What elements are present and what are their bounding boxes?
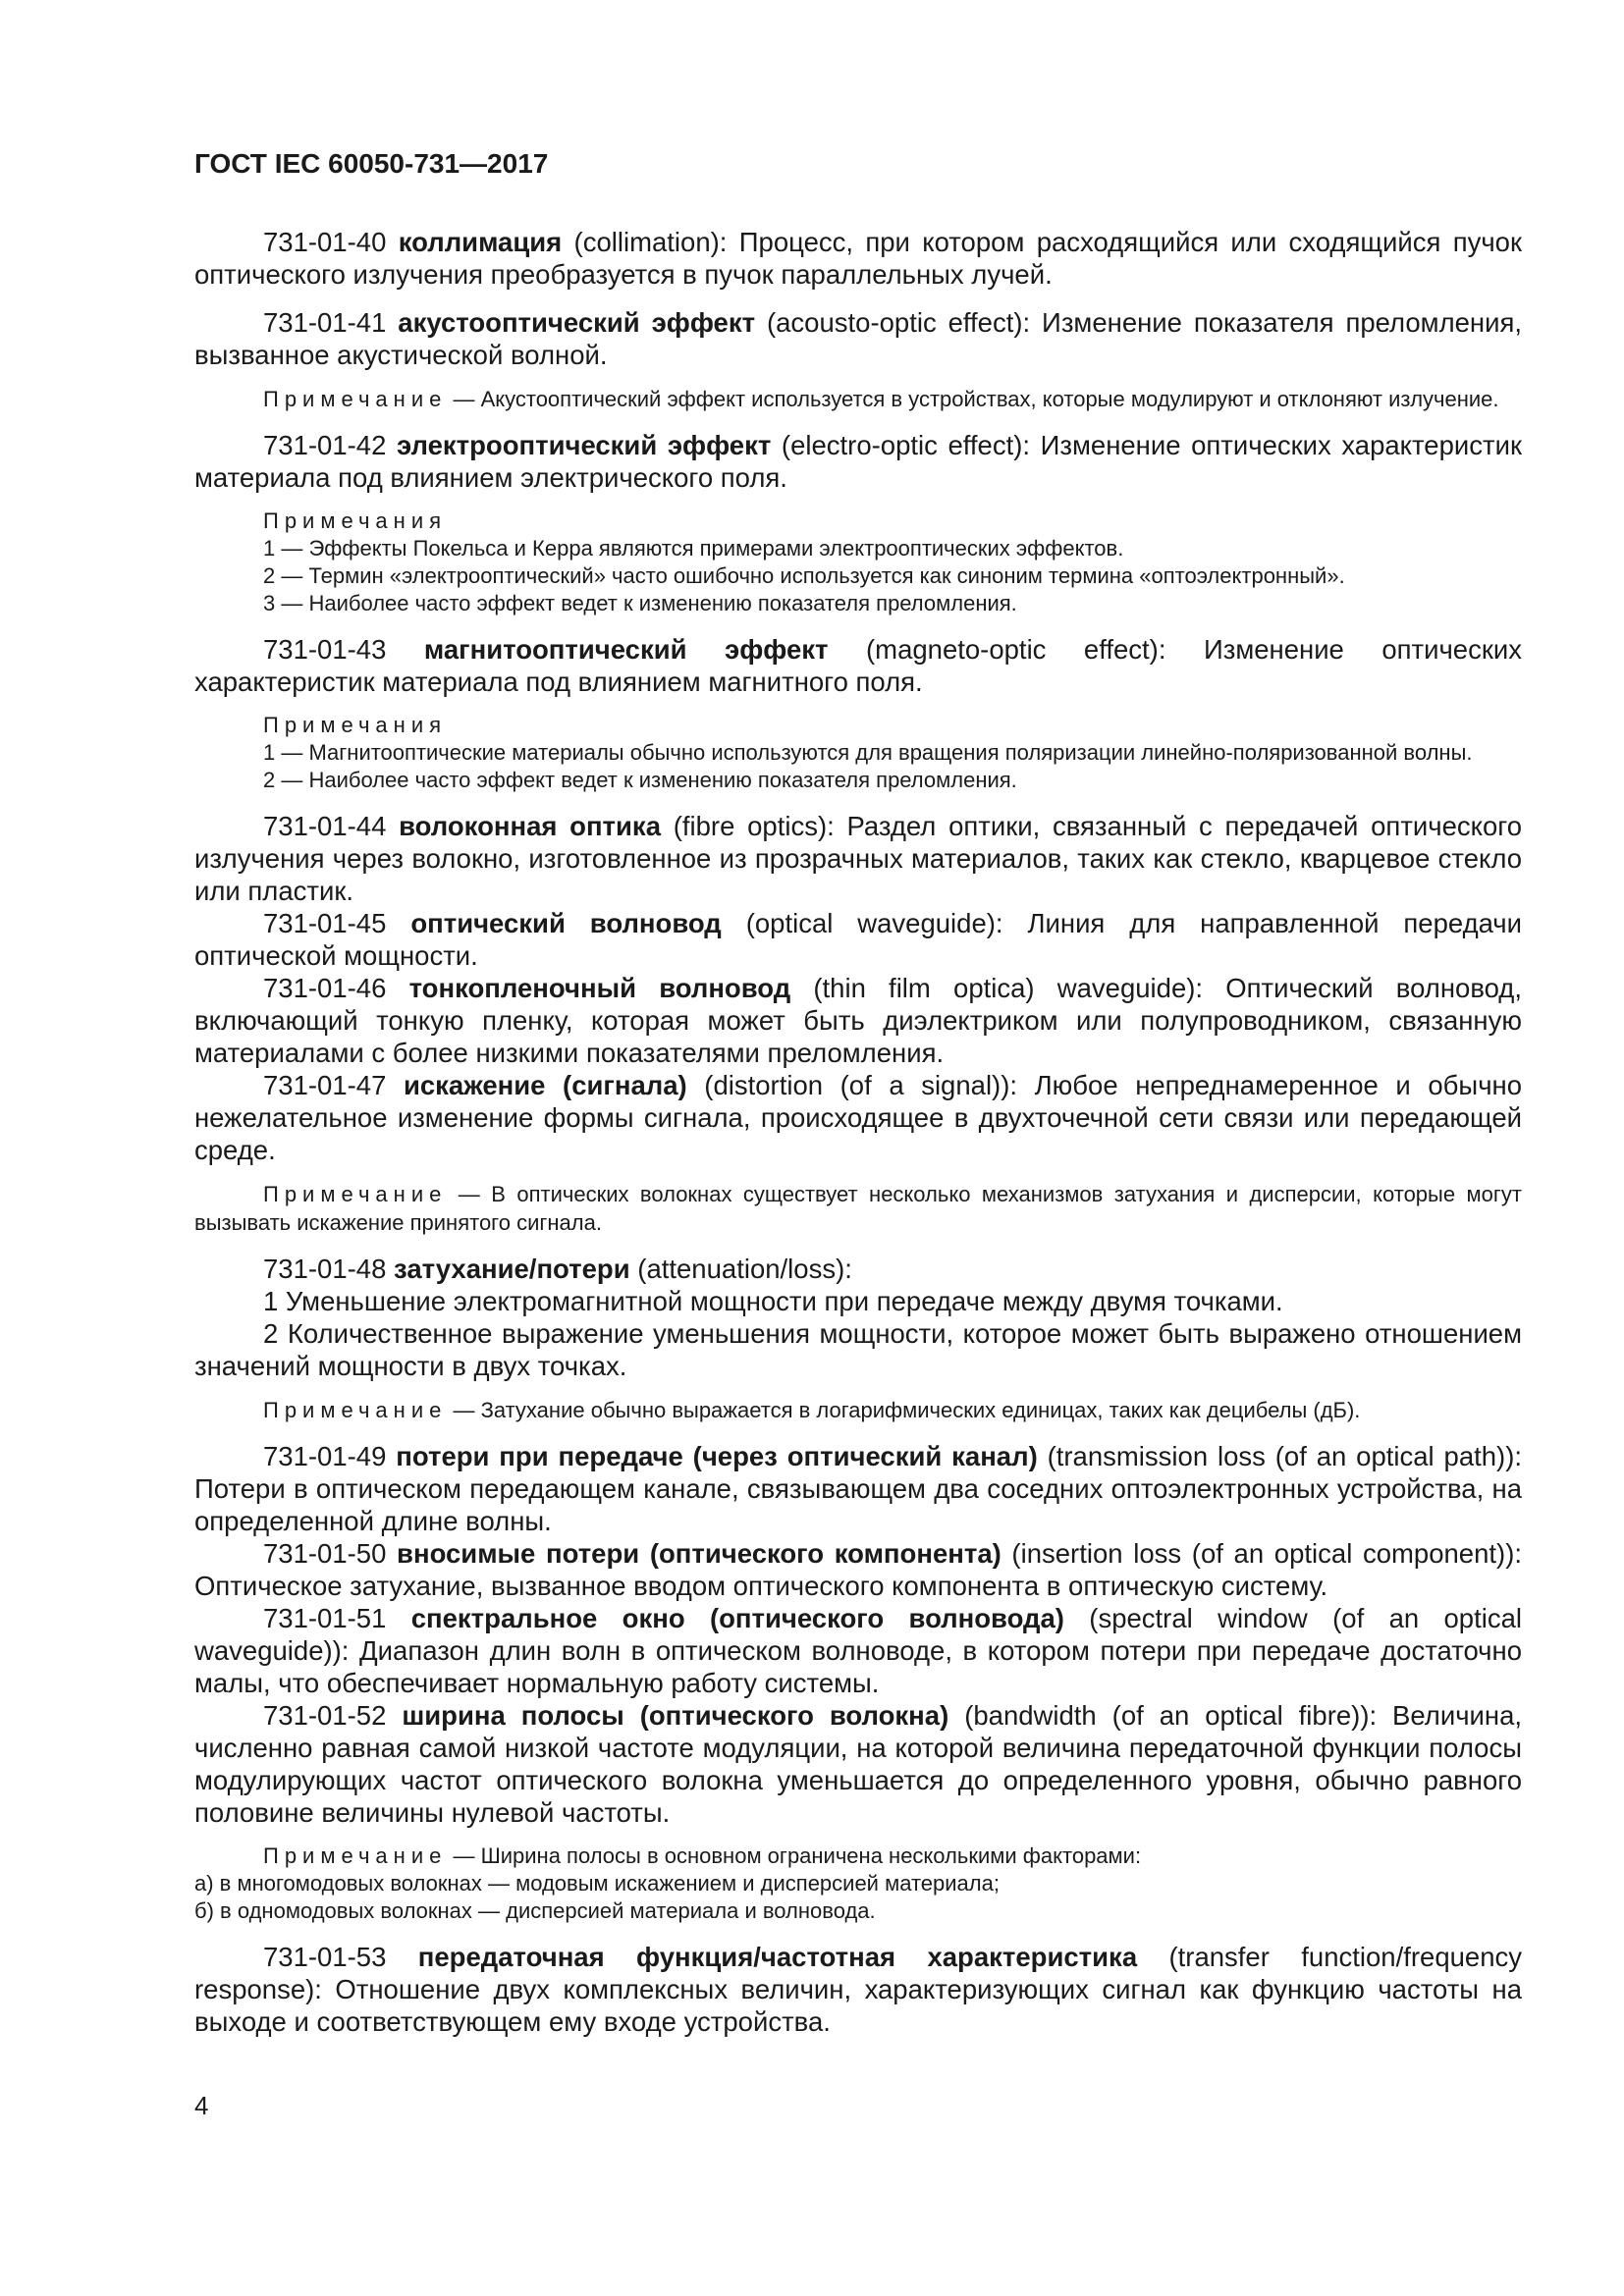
- term-note: [194, 1396, 1522, 1424]
- term-name: коллимация: [398, 227, 563, 257]
- term-code: 731-01-49: [263, 1441, 387, 1471]
- note-item: б) в одномодовых волокнах — дисперсией материала и волновода.: [194, 1898, 876, 1923]
- note-item: [194, 1842, 1522, 1870]
- term-name: искажение (сигнала): [403, 1070, 687, 1100]
- term-entry: [194, 1537, 1522, 1602]
- term-code: 731-01-50: [263, 1538, 387, 1569]
- term-code: 731-01-43: [263, 634, 387, 665]
- term-code: 731-01-44: [263, 811, 387, 841]
- term-name: передаточная функция/частотная характеристика: [417, 1942, 1138, 1972]
- term-code: 731-01-51: [263, 1603, 387, 1633]
- term-notes: [194, 1842, 1522, 1925]
- note-label: Примечание: [263, 387, 448, 411]
- term-definition: (optical waveguide): Линия для направленной передачи оптической мощности.: [194, 908, 1522, 971]
- note-label: Примечание: [263, 1182, 448, 1206]
- term-name: магнитооптический эффект: [423, 634, 829, 665]
- term-entry: [194, 1699, 1522, 1829]
- note-text: — Ширина полосы в основном ограничена несколькими факторами:: [447, 1843, 1142, 1868]
- term-entry: [194, 429, 1522, 494]
- term-definition: (electro-optic effect): Изменение оптических характеристик материала под влиянием электрического поля.: [194, 430, 1522, 493]
- note-item: 1 — Магнитооптические материалы обычно используются для вращения поляризации линейно-поляризованной волны.: [263, 740, 1473, 765]
- term-name: тонкопленочный волновод: [408, 973, 791, 1003]
- term-name: акустооптический эффект: [398, 307, 756, 338]
- term-definition: (acousto-optic effect): Изменение показателя преломления, вызванное акустической волной.: [194, 307, 1523, 370]
- term-name: электрооптический эффект: [396, 430, 772, 460]
- note-item: 1 — Эффекты Покельса и Керра являются примерами электрооптических эффектов.: [263, 536, 1124, 561]
- note-label: Примечание: [263, 1398, 448, 1422]
- term-note: [194, 385, 1522, 413]
- term-code: 731-01-48: [263, 1254, 387, 1284]
- term-entry: [194, 1941, 1522, 2038]
- term-entry: [194, 810, 1522, 907]
- term-entry: [194, 1253, 1522, 1285]
- term-entry: [194, 226, 1522, 291]
- note-text: — В оптических волокнах существует несколько механизмов затухания и дисперсии, которые могут вызывать искажение принятого сигнала.: [194, 1182, 1522, 1235]
- term-code: 731-01-52: [263, 1700, 387, 1731]
- document-header: ГОСТ IEC 60050-731—2017: [194, 148, 549, 179]
- term-code: 731-01-42: [263, 430, 387, 460]
- term-code: 731-01-45: [263, 908, 387, 938]
- term-entry: [194, 1069, 1522, 1166]
- term-entry: [194, 306, 1522, 371]
- term-entry: [194, 907, 1522, 972]
- note-text: — Затухание обычно выражается в логарифмических единицах, таких как децибелы (дБ).: [447, 1398, 1361, 1422]
- term-name: оптический волновод: [410, 908, 722, 938]
- term-notes: [194, 507, 1522, 617]
- term-definition: (attenuation/loss):: [629, 1254, 852, 1284]
- term-note: [194, 1180, 1522, 1237]
- term-entry: [194, 633, 1522, 698]
- term-definition: (collimation): Процесс, при котором расходящийся или сходящийся пучок оптического излучения преобразуется в пучок параллельных лучей.: [194, 227, 1522, 290]
- term-definition: (fibre optics): Раздел оптики, связанный с передачей оптического излучения через волокно, изготовленное из прозрачных материалов, таких как стекло, кварцевое стекло или пластик.: [194, 811, 1522, 906]
- term-entry: [194, 1602, 1522, 1699]
- term-name: потери при передаче (через оптический канал): [396, 1441, 1038, 1471]
- term-name: спектральное окно (оптического волновода): [410, 1603, 1064, 1633]
- note-item: 3 — Наиболее часто эффект ведет к изменению показателя преломления.: [263, 591, 1017, 615]
- note-text: — Акустооптический эффект используется в устройствах, которые модулируют и отклоняют излучение.: [447, 387, 1499, 411]
- term-definition: (distortion (of a signal)): Любое непреднамеренное и обычно нежелательное изменение формы сигнала, происходящее в двухточечной сети связи или передающей среде.: [194, 1070, 1523, 1165]
- term-name: ширина полосы (оптического волокна): [402, 1700, 949, 1731]
- term-name: затухание/потери: [394, 1254, 630, 1284]
- term-definition: (bandwidth (of an optical fibre)): Величина, численно равная самой низкой частоте модуляции, на которой величина передаточной функции полосы модулирующих частот оптического волокна уменьшается до определенного уровня, обычно равного половине величины нулевой частоты.: [194, 1700, 1522, 1828]
- term-notes: [194, 712, 1522, 794]
- notes-label: Примечания: [263, 713, 448, 737]
- term-code: 731-01-46: [263, 973, 387, 1003]
- term-definition: (magneto-optic effect): Изменение оптических характеристик материала под влиянием магнитного поля.: [194, 634, 1522, 697]
- term-definition: (transmission loss (of an optical path)): Потери в оптическом передающем канале, связывающем два соседних оптоэлектронных устройства, на определенной длине волны.: [194, 1441, 1523, 1536]
- term-code: 731-01-53: [263, 1942, 387, 1972]
- note-label: Примечание: [263, 1843, 448, 1868]
- document-page: [194, 147, 1522, 2038]
- term-name: волоконная оптика: [399, 811, 661, 841]
- term-sub-definition: 1 Уменьшение электромагнитной мощности при передаче между двумя точками.: [263, 1286, 1283, 1316]
- page-number: 4: [194, 2091, 209, 2120]
- term-code: 731-01-41: [263, 307, 387, 338]
- term-name: вносимые потери (оптического компонента): [397, 1538, 1001, 1569]
- notes-label: Примечания: [263, 508, 448, 533]
- note-item: 2 — Термин «электрооптический» часто ошибочно используется как синоним термина «оптоэлектронный».: [263, 563, 1345, 588]
- term-entry: [194, 972, 1522, 1069]
- note-item: а) в многомодовых волокнах — модовым искажением и дисперсией материала;: [194, 1871, 1000, 1896]
- note-item: 2 — Наиболее часто эффект ведет к изменению показателя преломления.: [263, 768, 1017, 792]
- term-sub-definition: 2 Количественное выражение уменьшения мощности, которое может быть выражено отношением значений мощности в двух точках.: [194, 1318, 1522, 1381]
- term-code: 731-01-40: [263, 227, 387, 257]
- term-definition: (spectral window (of an optical waveguide)): Диапазон длин волн в оптическом волноводе, в котором потери при передаче достаточно малы, что обеспечивает нормальную работу системы.: [194, 1603, 1522, 1698]
- term-code: 731-01-47: [263, 1070, 387, 1100]
- term-entry: [194, 1440, 1522, 1537]
- term-definition: (thin film optica) waveguide): Оптический волновод, включающий тонкую пленку, которая может быть диэлектриком или полупроводником, связанную материалами с более низкими показателями преломления.: [194, 973, 1522, 1068]
- term-definition: (insertion loss (of an optical component)): Оптическое затухание, вызванное вводом оптического компонента в оптическую систему.: [194, 1538, 1522, 1601]
- term-definition: (transfer function/frequency response): Отношение двух комплексных величин, характеризующих сигнал как функцию частоты на выходе и соответствующем ему входе устройства.: [194, 1942, 1522, 2037]
